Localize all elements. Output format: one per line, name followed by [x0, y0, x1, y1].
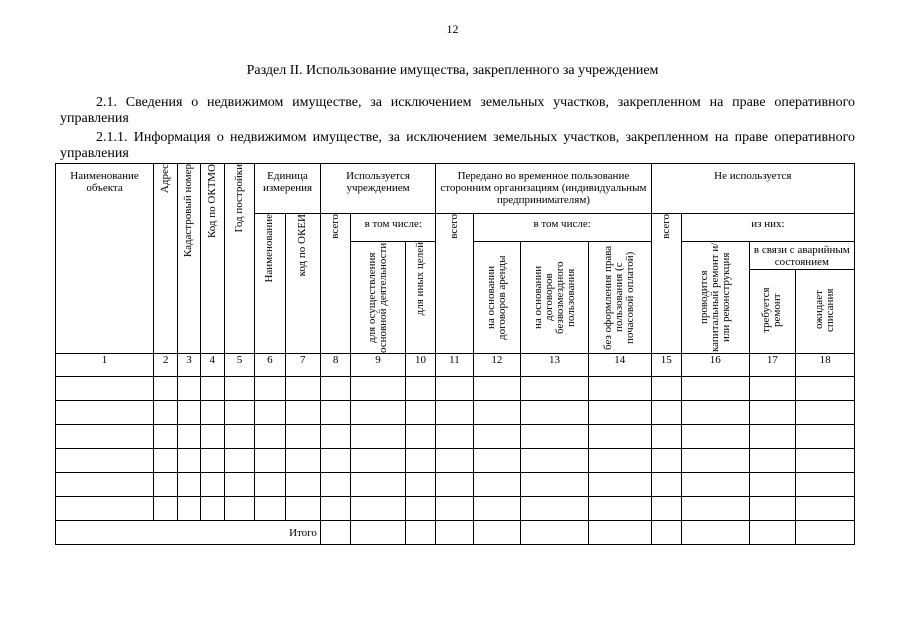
table-cell[interactable]: [473, 425, 521, 449]
table-cell[interactable]: [436, 401, 473, 425]
table-cell[interactable]: [405, 425, 435, 449]
column-number: 10: [405, 354, 435, 377]
table-cell[interactable]: [285, 401, 320, 425]
table-cell[interactable]: [436, 425, 473, 449]
table-cell[interactable]: [588, 449, 651, 473]
table-cell[interactable]: [56, 401, 154, 425]
table-cell[interactable]: [651, 449, 681, 473]
table-cell[interactable]: [588, 425, 651, 449]
header-used-main: для осуществления основной деятельности: [351, 242, 406, 354]
header-not-used-total: всего: [651, 214, 681, 354]
header-unit: Единица измерения: [255, 164, 321, 214]
header-address: Адрес: [154, 164, 178, 354]
header-unit-name: Наименование: [255, 214, 285, 354]
table-cell[interactable]: [473, 497, 521, 521]
table-cell[interactable]: [651, 521, 681, 545]
table-cell[interactable]: [351, 401, 406, 425]
table-cell[interactable]: [473, 449, 521, 473]
paragraph-2-1-1-text: 2.1.1. Информация о недвижимом имуществе, за исключением земельных участков, закрепленном на праве оперативного управления: [60, 130, 855, 161]
table-cell[interactable]: [56, 425, 154, 449]
table-cell[interactable]: [255, 425, 285, 449]
table-cell[interactable]: [56, 377, 154, 401]
column-number: 16: [681, 354, 749, 377]
table-cell[interactable]: [255, 449, 285, 473]
table-cell[interactable]: [749, 473, 796, 497]
table-cell[interactable]: [521, 449, 589, 473]
table-cell[interactable]: [588, 521, 651, 545]
table-cell[interactable]: [320, 449, 350, 473]
table-cell[interactable]: [200, 401, 224, 425]
table-cell[interactable]: [178, 449, 200, 473]
table-cell[interactable]: [154, 449, 178, 473]
total-row: [56, 521, 855, 545]
table-cell[interactable]: [320, 377, 350, 401]
column-number: 5: [224, 354, 254, 377]
property-table: [55, 163, 855, 545]
table-cell[interactable]: [320, 401, 350, 425]
table-cell[interactable]: [681, 401, 749, 425]
table-cell[interactable]: [405, 401, 435, 425]
header-not-used: Не используется: [651, 164, 854, 214]
table-cell[interactable]: [521, 425, 589, 449]
table-cell[interactable]: [154, 377, 178, 401]
paragraph-2-1-text: 2.1. Сведения о недвижимом имуществе, за исключением земельных участков, закрепленном на праве оперативного управления: [60, 95, 855, 126]
table-cell[interactable]: [224, 473, 254, 497]
table-cell[interactable]: [351, 473, 406, 497]
table-cell[interactable]: [436, 473, 473, 497]
table-cell[interactable]: [521, 401, 589, 425]
table-row: [56, 425, 855, 449]
column-number: 6: [255, 354, 285, 377]
table-cell[interactable]: [436, 377, 473, 401]
table-cell[interactable]: [749, 425, 796, 449]
table-cell[interactable]: [681, 473, 749, 497]
table-cell[interactable]: [154, 473, 178, 497]
table-row: [56, 497, 855, 521]
header-not-used-repair-req: требуется ремонт: [749, 270, 796, 354]
table-cell[interactable]: [651, 401, 681, 425]
table-cell[interactable]: [405, 521, 435, 545]
table-cell[interactable]: [56, 497, 154, 521]
table-cell[interactable]: [351, 497, 406, 521]
table-cell[interactable]: [320, 497, 350, 521]
column-number: 2: [154, 354, 178, 377]
table-cell[interactable]: [796, 377, 855, 401]
table-cell[interactable]: [749, 449, 796, 473]
table-cell[interactable]: [405, 473, 435, 497]
column-number: 18: [796, 354, 855, 377]
table-cell[interactable]: [796, 449, 855, 473]
table-cell[interactable]: [285, 497, 320, 521]
table-cell[interactable]: [178, 497, 200, 521]
total-label: Итого: [56, 521, 321, 545]
table-cell[interactable]: [178, 473, 200, 497]
header-used-other: для иных целей: [405, 242, 435, 354]
table-cell[interactable]: [521, 521, 589, 545]
table-cell[interactable]: [285, 425, 320, 449]
table-cell[interactable]: [588, 377, 651, 401]
column-number: 17: [749, 354, 796, 377]
header-not-used-of: из них:: [681, 214, 854, 242]
table-cell[interactable]: [749, 401, 796, 425]
column-number: 13: [521, 354, 589, 377]
section-title: Раздел II. Использование имущества, закрепленного за учреждением: [246, 63, 659, 78]
table-cell[interactable]: [796, 497, 855, 521]
table-cell[interactable]: [154, 425, 178, 449]
table-row: [56, 449, 855, 473]
table-cell[interactable]: [200, 425, 224, 449]
table-cell[interactable]: [224, 377, 254, 401]
table-cell[interactable]: [320, 425, 350, 449]
table-cell[interactable]: [473, 377, 521, 401]
column-number: 1: [56, 354, 154, 377]
page-number: 12: [446, 22, 459, 36]
table-row: [56, 377, 855, 401]
table-cell[interactable]: [588, 401, 651, 425]
table-cell[interactable]: [224, 425, 254, 449]
table-cell[interactable]: [749, 497, 796, 521]
table-cell[interactable]: [224, 449, 254, 473]
table-cell[interactable]: [255, 473, 285, 497]
table-cell[interactable]: [200, 473, 224, 497]
paragraph-2-1: [60, 95, 855, 127]
table-cell[interactable]: [200, 449, 224, 473]
column-number: 12: [473, 354, 521, 377]
table-cell[interactable]: [521, 377, 589, 401]
table-cell[interactable]: [521, 497, 589, 521]
header-used: Используется учреждением: [320, 164, 435, 214]
table-cell[interactable]: [749, 521, 796, 545]
table-cell[interactable]: [320, 473, 350, 497]
header-oktmo: Код по ОКТМО: [200, 164, 224, 354]
header-not-used-writeoff: ожидает списания: [796, 270, 855, 354]
table-cell[interactable]: [351, 449, 406, 473]
column-number: 8: [320, 354, 350, 377]
table-cell[interactable]: [681, 449, 749, 473]
table-cell[interactable]: [285, 473, 320, 497]
column-number: 9: [351, 354, 406, 377]
header-transferred-total: всего: [436, 214, 473, 354]
header-not-used-emergency: в связи с аварийным состоянием: [749, 242, 854, 270]
table-cell[interactable]: [473, 401, 521, 425]
table-cell[interactable]: [405, 449, 435, 473]
header-transferred-free: на основании договоров безвозмездного пользования: [521, 242, 589, 354]
table-cell[interactable]: [154, 401, 178, 425]
header-not-used-repair: проводится капитальный ремонт и/или реконструкция: [681, 242, 749, 354]
table-cell[interactable]: [224, 401, 254, 425]
header-transferred-lease: на основании договоров аренды: [473, 242, 521, 354]
table-cell[interactable]: [796, 521, 855, 545]
table-cell[interactable]: [285, 449, 320, 473]
header-used-incl: в том числе:: [351, 214, 436, 242]
table-cell[interactable]: [405, 377, 435, 401]
header-transferred-incl: в том числе:: [473, 214, 651, 242]
column-number: 14: [588, 354, 651, 377]
table-cell[interactable]: [178, 425, 200, 449]
header-transferred: Передано во временное пользование сторонним организациям (индивидуальным предпринимателям): [436, 164, 651, 214]
column-number: 7: [285, 354, 320, 377]
table-cell[interactable]: [178, 401, 200, 425]
table-cell[interactable]: [351, 425, 406, 449]
table-cell[interactable]: [681, 425, 749, 449]
table-cell[interactable]: [56, 449, 154, 473]
table-cell[interactable]: [651, 425, 681, 449]
table-cell[interactable]: [436, 449, 473, 473]
table-cell[interactable]: [200, 377, 224, 401]
table-cell[interactable]: [255, 497, 285, 521]
table-cell[interactable]: [224, 497, 254, 521]
table-row: [56, 473, 855, 497]
header-used-total: всего: [320, 214, 350, 354]
column-number: 11: [436, 354, 473, 377]
table-cell[interactable]: [178, 377, 200, 401]
header-cadastral: Кадастровый номер: [178, 164, 200, 354]
table-cell[interactable]: [521, 473, 589, 497]
column-number: 4: [200, 354, 224, 377]
table-cell[interactable]: [255, 377, 285, 401]
table-cell[interactable]: [351, 377, 406, 401]
table-cell[interactable]: [351, 521, 406, 545]
header-year-built: Год постройки: [224, 164, 254, 354]
table-cell[interactable]: [651, 473, 681, 497]
header-okei: код по ОКЕИ: [285, 214, 320, 354]
header-transferred-hourly: без оформления права пользования (с почасовой оплатой): [588, 242, 651, 354]
paragraph-2-1-1: [60, 130, 855, 162]
table-cell[interactable]: [588, 497, 651, 521]
table-cell[interactable]: [154, 497, 178, 521]
table-cell[interactable]: [651, 377, 681, 401]
table-cell[interactable]: [56, 473, 154, 497]
table-cell[interactable]: [588, 473, 651, 497]
header-object-name: Наименование объекта: [56, 164, 154, 354]
column-number: 15: [651, 354, 681, 377]
table-cell[interactable]: [749, 377, 796, 401]
table-row: [56, 401, 855, 425]
column-numbers-row: [56, 354, 855, 377]
table-cell[interactable]: [681, 521, 749, 545]
table-cell[interactable]: [320, 521, 350, 545]
table-cell[interactable]: [796, 401, 855, 425]
table-cell[interactable]: [285, 377, 320, 401]
table-cell[interactable]: [681, 377, 749, 401]
table-cell[interactable]: [796, 425, 855, 449]
table-cell[interactable]: [436, 521, 473, 545]
table-cell[interactable]: [681, 497, 749, 521]
column-number: 3: [178, 354, 200, 377]
table-cell[interactable]: [651, 497, 681, 521]
table-cell[interactable]: [255, 401, 285, 425]
table-cell[interactable]: [473, 521, 521, 545]
table-cell[interactable]: [473, 473, 521, 497]
table-cell[interactable]: [436, 497, 473, 521]
table-cell[interactable]: [796, 473, 855, 497]
table-cell[interactable]: [200, 497, 224, 521]
table-cell[interactable]: [405, 497, 435, 521]
